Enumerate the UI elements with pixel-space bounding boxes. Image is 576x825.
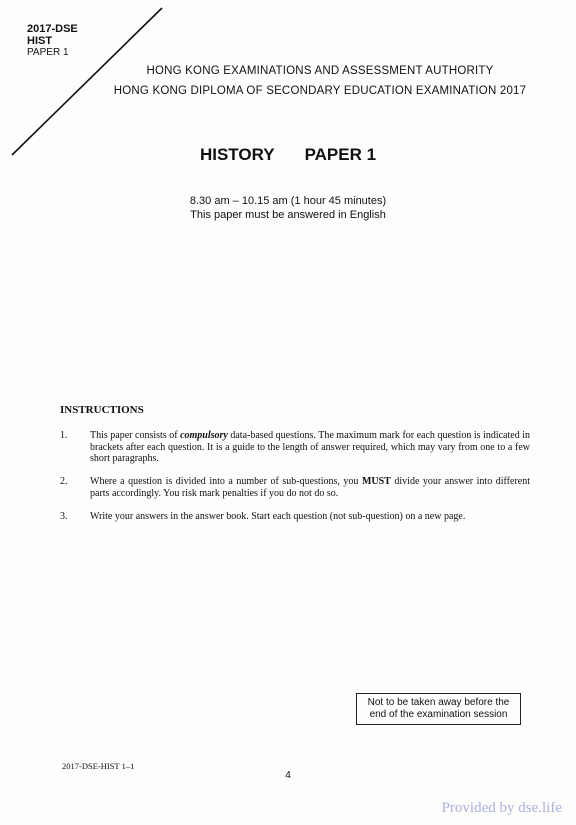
instruction-item xyxy=(60,430,530,465)
instructions-heading: INSTRUCTIONS xyxy=(60,404,144,416)
diagonal-slash-mark xyxy=(0,0,576,200)
instruction-item xyxy=(60,511,530,523)
paper-title: PAPER 1 xyxy=(304,145,377,164)
instruction-number: 1. xyxy=(60,430,68,441)
page-number: 4 xyxy=(285,770,291,781)
emphasis-compulsory: compulsory xyxy=(180,430,228,441)
page-title xyxy=(0,145,576,165)
paper-code-line2: HIST xyxy=(27,35,53,47)
exam-time-block xyxy=(0,194,576,222)
instruction-item xyxy=(60,476,530,499)
exam-name: HONG KONG DIPLOMA OF SECONDARY EDUCATION EXAMINATION 2017 xyxy=(113,85,527,97)
footer-code: 2017-DSE-HIST 1–1 xyxy=(62,761,135,771)
notice-box xyxy=(356,693,521,725)
watermark-text: Provided by dse.life xyxy=(441,800,562,816)
instruction-text: Write your answers in the answer book. Start each question (not sub-question) on a new page. xyxy=(90,511,466,522)
authority-name: HONG KONG EXAMINATIONS AND ASSESSMENT AUTHORITY xyxy=(146,65,494,77)
emphasis-must: MUST xyxy=(361,476,391,487)
instruction-text: This paper consists of compulsory data-based questions. The maximum mark for each question is indicated in brackets after each question. It is a guide to the length of answer required, which may vary from one to a few short paragraphs. xyxy=(90,430,530,464)
instruction-number: 2. xyxy=(60,476,68,487)
notice-line2: end of the examination session xyxy=(369,709,508,720)
paper-code xyxy=(27,23,78,59)
instruction-text: Where a question is divided into a number of sub-questions, you MUST divide your answer into different parts accordingly. You risk mark penalties if you do not do so. xyxy=(90,476,530,499)
exam-duration: 8.30 am – 10.15 am (1 hour 45 minutes) xyxy=(189,195,387,207)
notice-line1: Not to be taken away before the xyxy=(367,697,510,708)
paper-code-line3: PAPER 1 xyxy=(27,47,69,58)
exam-language: This paper must be answered in English xyxy=(190,209,386,221)
subject-title: HISTORY xyxy=(199,145,275,164)
instruction-number: 3. xyxy=(60,511,68,522)
paper-code-line1: 2017-DSE xyxy=(27,23,78,35)
